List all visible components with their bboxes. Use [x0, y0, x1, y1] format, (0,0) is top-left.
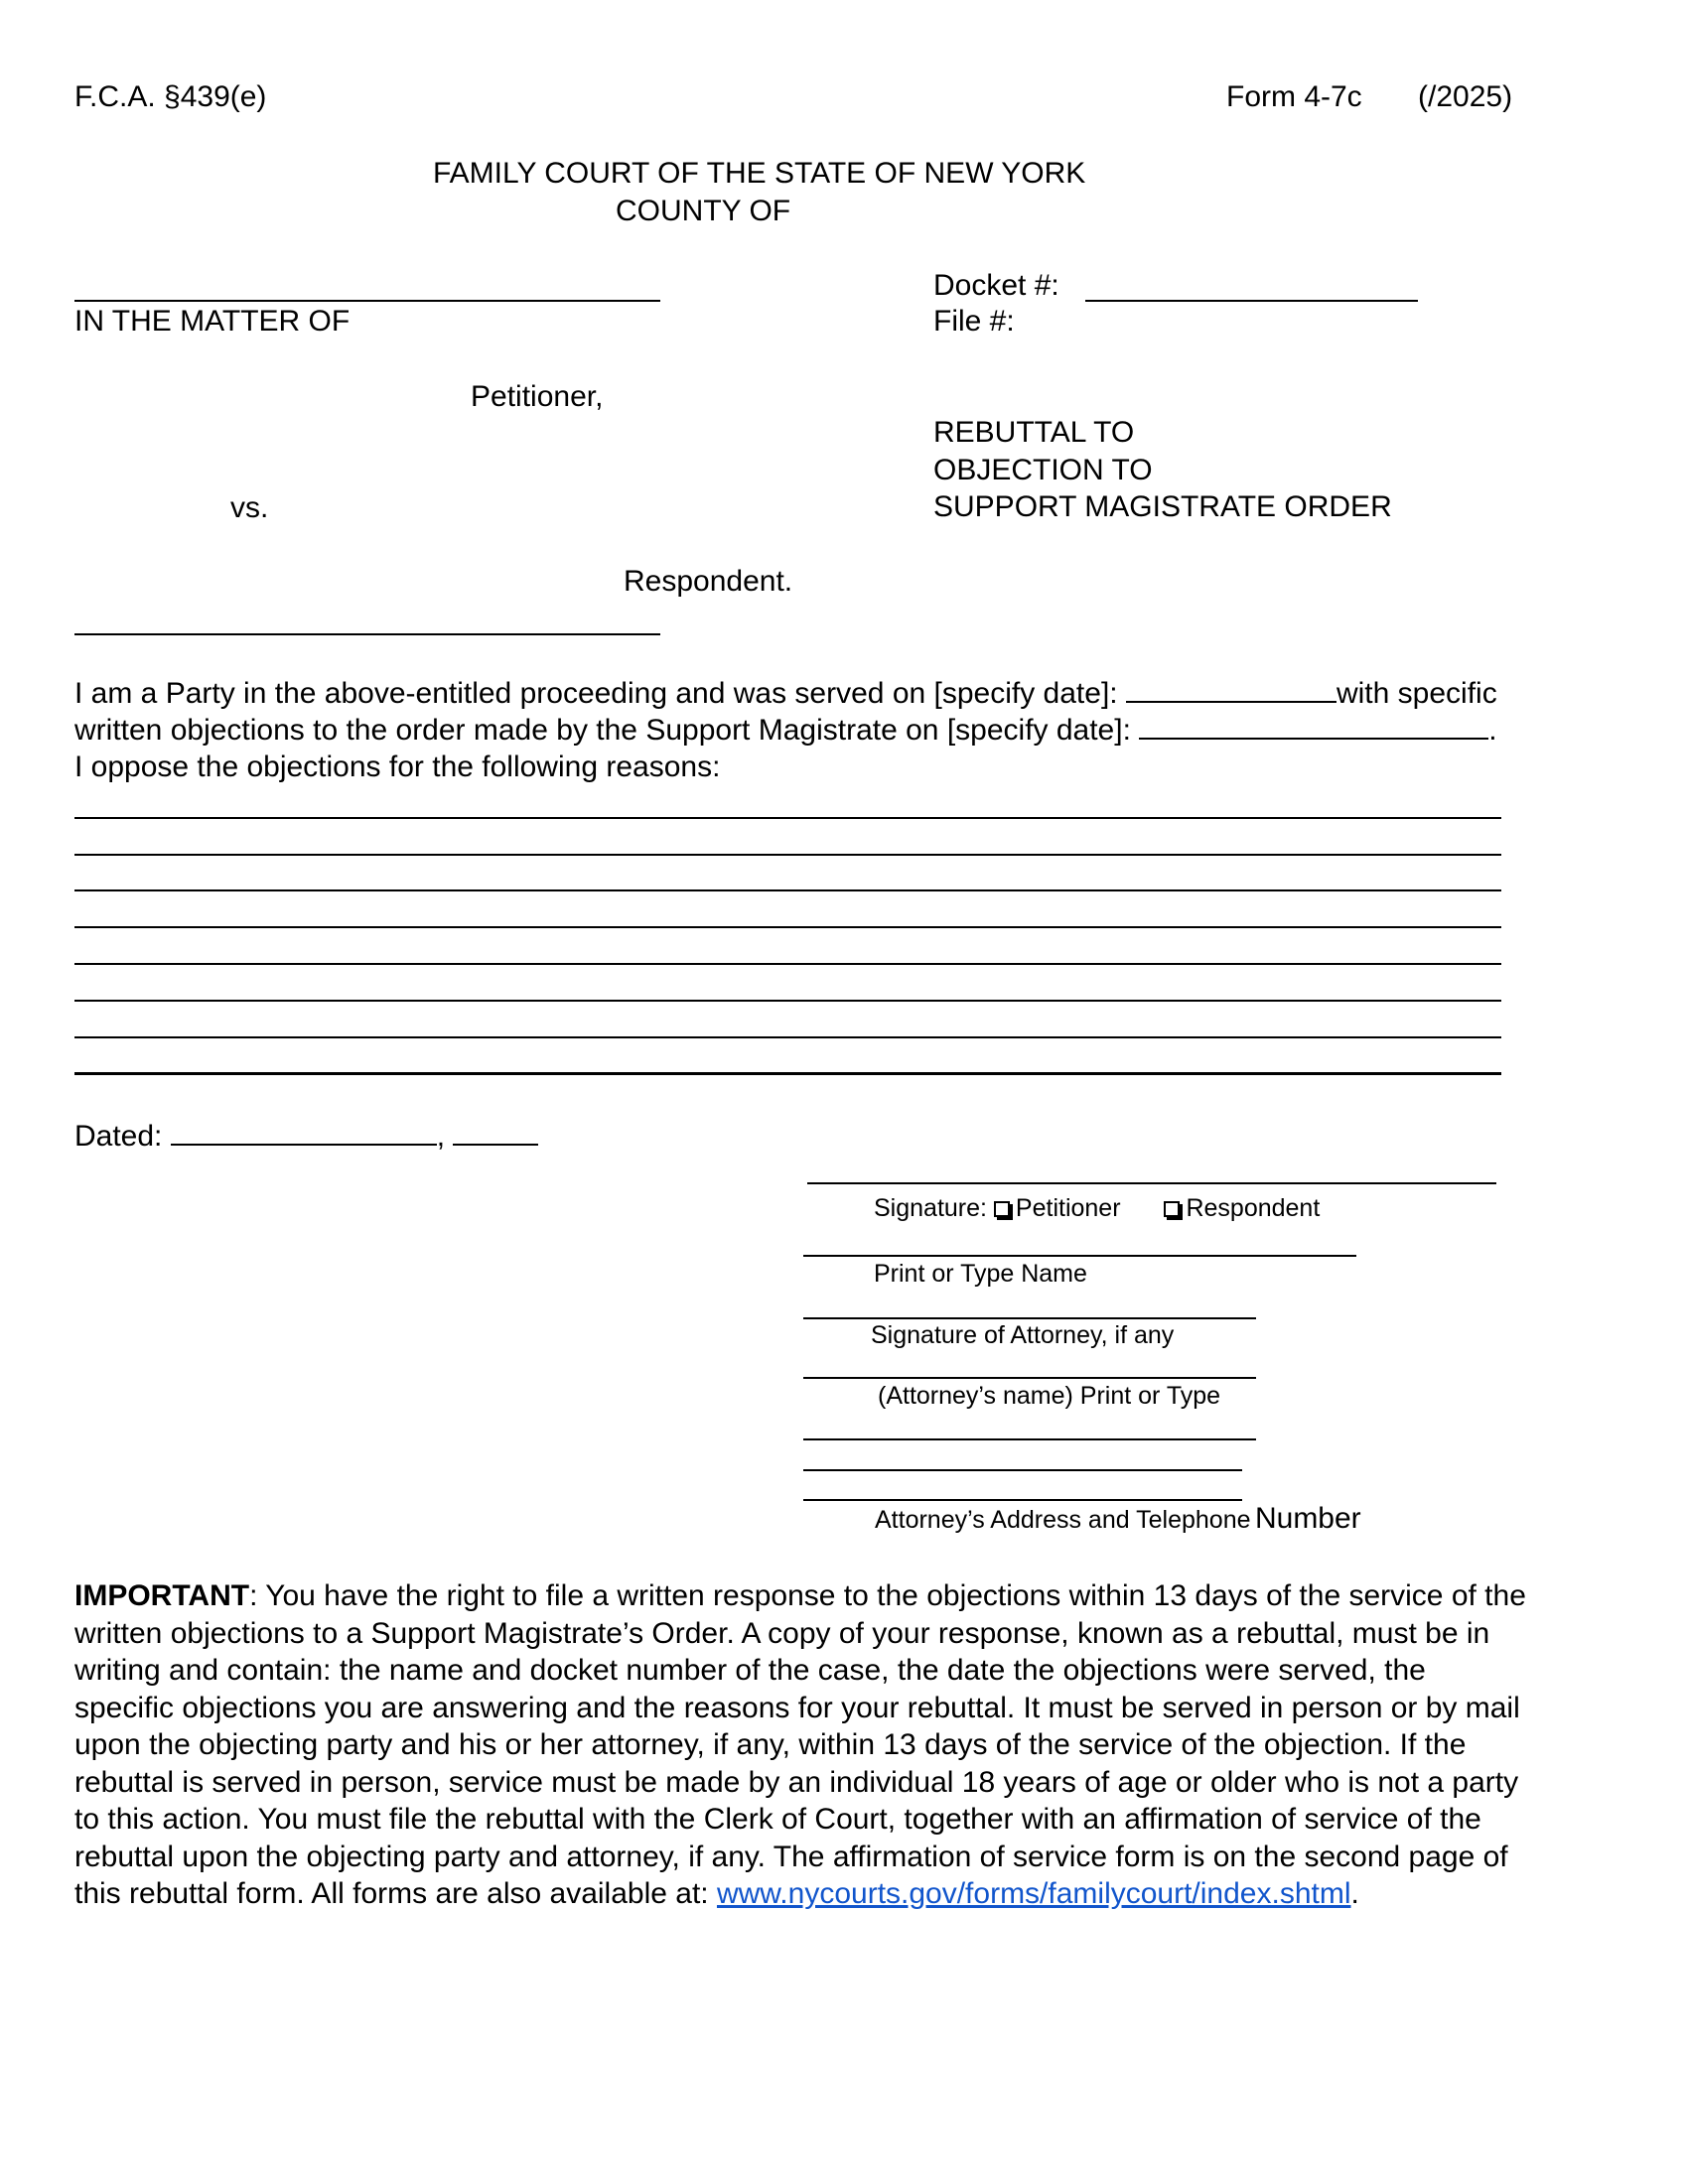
attorney-signature-label: Signature of Attorney, if any — [871, 1321, 1175, 1349]
statement-line-1: I am a Party in the above-entitled proceeding and was served on [specify date]: with specific — [74, 677, 1497, 710]
attorney-name-line[interactable] — [803, 1377, 1256, 1379]
print-name-label: Print or Type Name — [874, 1260, 1087, 1288]
vs-label: vs. — [230, 491, 269, 524]
reason-line[interactable] — [74, 1036, 1501, 1038]
print-name-line[interactable] — [803, 1255, 1356, 1257]
reason-line[interactable] — [74, 1072, 1501, 1075]
important-notice: IMPORTANT: You have the right to file a written response to the objections within 13 days of the service of the written objections to a Support Magistrate’s Order. A copy of your response, known as a rebuttal, must be in writing and contain: the name and docket number of the case, the date the objections were served, the specific objections you are answering and the reasons for your rebuttal. It must be served in person or by mail upon the objecting party and his or her attorney, if any, within 13 days of the service of the objection. If the rebuttal is served in person, service must be made by an individual 18 years of age or older who is not a party to this action. You must file the rebuttal with the Clerk of Court, together with an affirmation of service of the rebuttal upon the objecting party and attorney, if any. The affirmation of service form is on the second page of this rebuttal form. All forms are also available at: www.nycourts.gov/forms/familycourt/index.shtml. — [74, 1579, 1526, 1910]
form-date: (/2025) — [1418, 80, 1513, 113]
attorney-signature-line[interactable] — [803, 1317, 1256, 1319]
docket-label: Docket #: — [933, 269, 1059, 302]
attorney-address-line[interactable] — [803, 1438, 1256, 1440]
matter-of-label: IN THE MATTER OF — [74, 305, 351, 338]
important-label: IMPORTANT — [74, 1579, 250, 1612]
dated-year-field[interactable] — [453, 1120, 538, 1146]
signature-line[interactable] — [807, 1182, 1496, 1184]
docket-number-field[interactable] — [1085, 300, 1418, 302]
served-date-field[interactable] — [1126, 677, 1336, 703]
caption-bottom-line — [74, 633, 660, 635]
petitioner-label: Petitioner, — [471, 380, 604, 413]
attorney-address-line[interactable] — [803, 1469, 1242, 1471]
document-title-line-2: OBJECTION TO — [933, 454, 1153, 486]
attorney-address-label: Attorney’s Address and Telephone Number — [875, 1502, 1361, 1535]
reason-line[interactable] — [74, 1000, 1501, 1002]
respondent-label: Respondent. — [624, 565, 793, 598]
reason-line[interactable] — [74, 926, 1501, 928]
reason-line[interactable] — [74, 854, 1501, 856]
reason-line[interactable] — [74, 817, 1501, 819]
dated-date-field[interactable] — [171, 1120, 437, 1146]
document-title-line-1: REBUTTAL TO — [933, 416, 1135, 449]
respondent-checkbox[interactable] — [1164, 1201, 1180, 1217]
court-title: FAMILY COURT OF THE STATE OF NEW YORK — [433, 157, 1086, 190]
statement-line-2: written objections to the order made by the Support Magistrate on [specify date]: . — [74, 714, 1497, 747]
dated-row: Dated: , — [74, 1118, 538, 1155]
document-title-line-3: SUPPORT MAGISTRATE ORDER — [933, 490, 1392, 523]
matter-name-line[interactable] — [74, 300, 660, 302]
form-number: Form 4-7c — [1226, 80, 1362, 113]
reason-line[interactable] — [74, 963, 1501, 965]
signature-label-row: Signature: Petitioner Respondent — [874, 1194, 1321, 1222]
reason-line[interactable] — [74, 889, 1501, 891]
court-county: COUNTY OF — [616, 195, 791, 227]
forms-link[interactable]: www.nycourts.gov/forms/familycourt/index.shtml — [716, 1877, 1351, 1910]
attorney-name-label: (Attorney’s name) Print or Type — [878, 1382, 1221, 1410]
order-date-field[interactable] — [1139, 714, 1488, 740]
file-label: File #: — [933, 305, 1015, 338]
statement-line-3: I oppose the objections for the following reasons: — [74, 751, 721, 783]
petitioner-checkbox[interactable] — [994, 1201, 1010, 1217]
statute-reference: F.C.A. §439(e) — [74, 80, 267, 113]
